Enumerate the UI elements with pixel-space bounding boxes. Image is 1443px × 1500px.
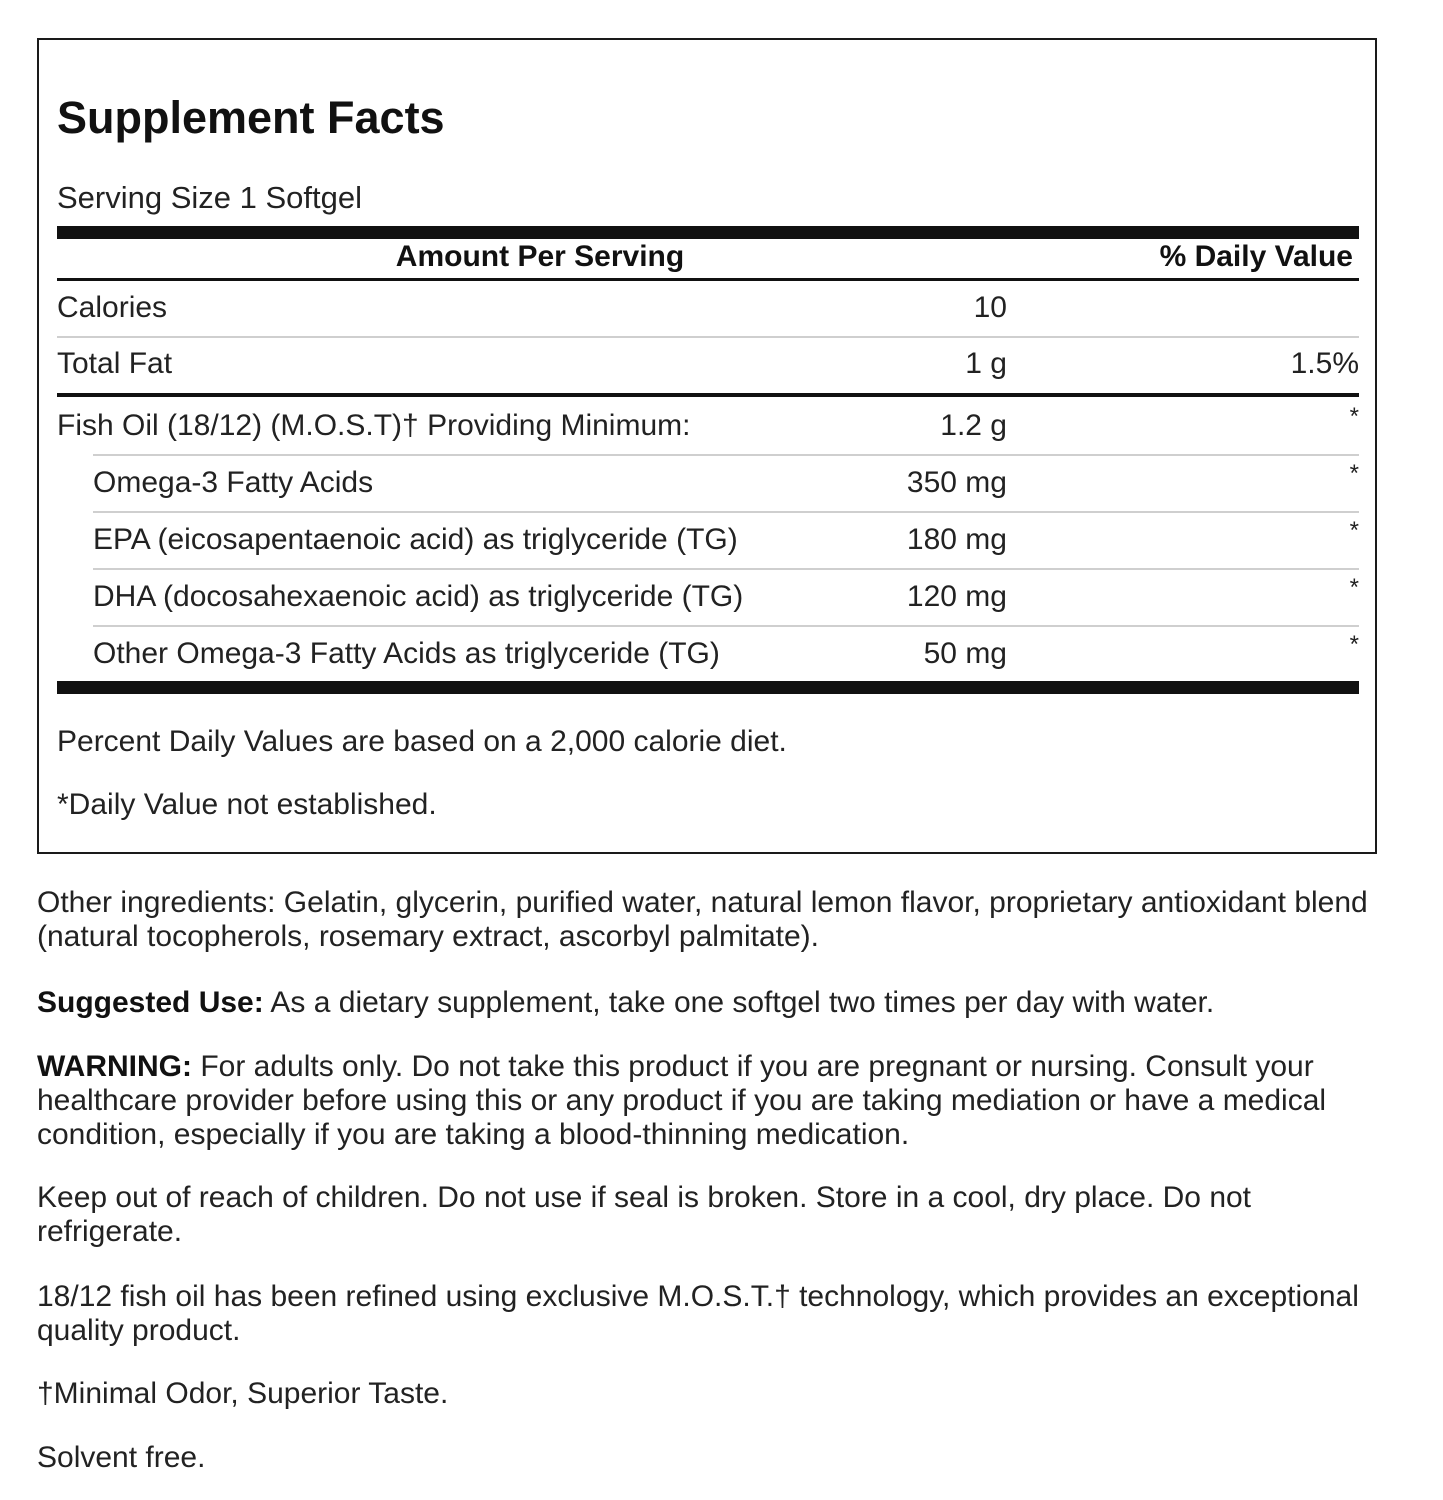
fact-daily-value: * (1349, 631, 1359, 658)
fact-row-total-fat (57, 337, 1359, 393)
fact-name: DHA (docosahexaenoic acid) as triglyceride (TG) (93, 580, 744, 613)
footnote-not-established: *Daily Value not established. (57, 788, 437, 821)
fact-row-omega-3 (57, 456, 1359, 512)
fact-daily-value: * (1349, 403, 1359, 430)
header-amount-per-serving: Amount Per Serving (395, 240, 685, 273)
fact-daily-value: * (1349, 574, 1359, 601)
fact-amount: 350 mg (906, 466, 1007, 499)
warning (37, 1050, 1377, 1152)
fact-amount: 180 mg (906, 523, 1007, 556)
fact-amount: 120 mg (906, 580, 1007, 613)
fact-row-other-omega-3 (57, 627, 1359, 683)
suggested-use-text: As a dietary supplement, take one softgel two times per day with water. (263, 986, 1215, 1019)
fact-row-fish-oil (57, 399, 1359, 455)
facts-header-row (57, 240, 1359, 280)
fact-name: Omega-3 Fatty Acids (93, 466, 374, 499)
suggested-use-label: Suggested Use: (37, 986, 264, 1019)
other-ingredients: Other ingredients: Gelatin, glycerin, purified water, natural lemon flavor, proprietary antioxidant blend (natural tocopherols, rosemary extract, ascorbyl palmitate). (37, 886, 1368, 953)
warning-label: WARNING: (37, 1050, 192, 1083)
serving-size: Serving Size 1 Softgel (57, 180, 363, 215)
fact-row-calories (57, 281, 1359, 337)
thick-divider-bottom (57, 681, 1359, 694)
medium-divider (57, 393, 1359, 397)
facts-title: Supplement Facts (57, 92, 445, 143)
fact-name: EPA (eicosapentaenoic acid) as triglyceride (TG) (93, 523, 738, 556)
fact-daily-value: 1.5% (1290, 347, 1359, 380)
fact-name: Fish Oil (18/12) (M.O.S.T)† Providing Minimum: (57, 409, 691, 442)
fact-row-dha (57, 570, 1359, 626)
fact-name: Other Omega-3 Fatty Acids as triglyceride (TG) (93, 637, 720, 670)
fact-name: Calories (57, 291, 168, 324)
solvent-free: Solvent free. (37, 1441, 206, 1474)
refined-statement: 18/12 fish oil has been refined using exclusive M.O.S.T.† technology, which provides an exceptional quality product. (37, 1280, 1359, 1347)
fact-daily-value: * (1349, 517, 1359, 544)
header-daily-value: % Daily Value (1159, 240, 1353, 273)
fact-name: Total Fat (57, 347, 173, 380)
fact-amount: 50 mg (923, 637, 1007, 670)
fact-amount: 1 g (965, 347, 1007, 380)
footnote-daily-values: Percent Daily Values are based on a 2,000 calorie diet. (57, 725, 787, 758)
dagger-footnote: †Minimal Odor, Superior Taste. (37, 1377, 449, 1410)
supplement-facts-panel (37, 38, 1377, 854)
suggested-use (37, 986, 1377, 1020)
keep-out-of-reach: Keep out of reach of children. Do not use if seal is broken. Store in a cool, dry place. Do not refrigerate. (37, 1181, 1252, 1248)
fact-row-epa (57, 513, 1359, 569)
thick-divider-top (57, 226, 1359, 239)
warning-text: For adults only. Do not take this product if you are pregnant or nursing. Consult your healthcare provider before using this or any product if you are taking mediation or have a medical condition, especially if you are taking a blood-thinning medication. (37, 1050, 1327, 1151)
fact-daily-value: * (1349, 460, 1359, 487)
fact-amount: 10 (973, 291, 1007, 324)
fact-amount: 1.2 g (940, 409, 1007, 442)
